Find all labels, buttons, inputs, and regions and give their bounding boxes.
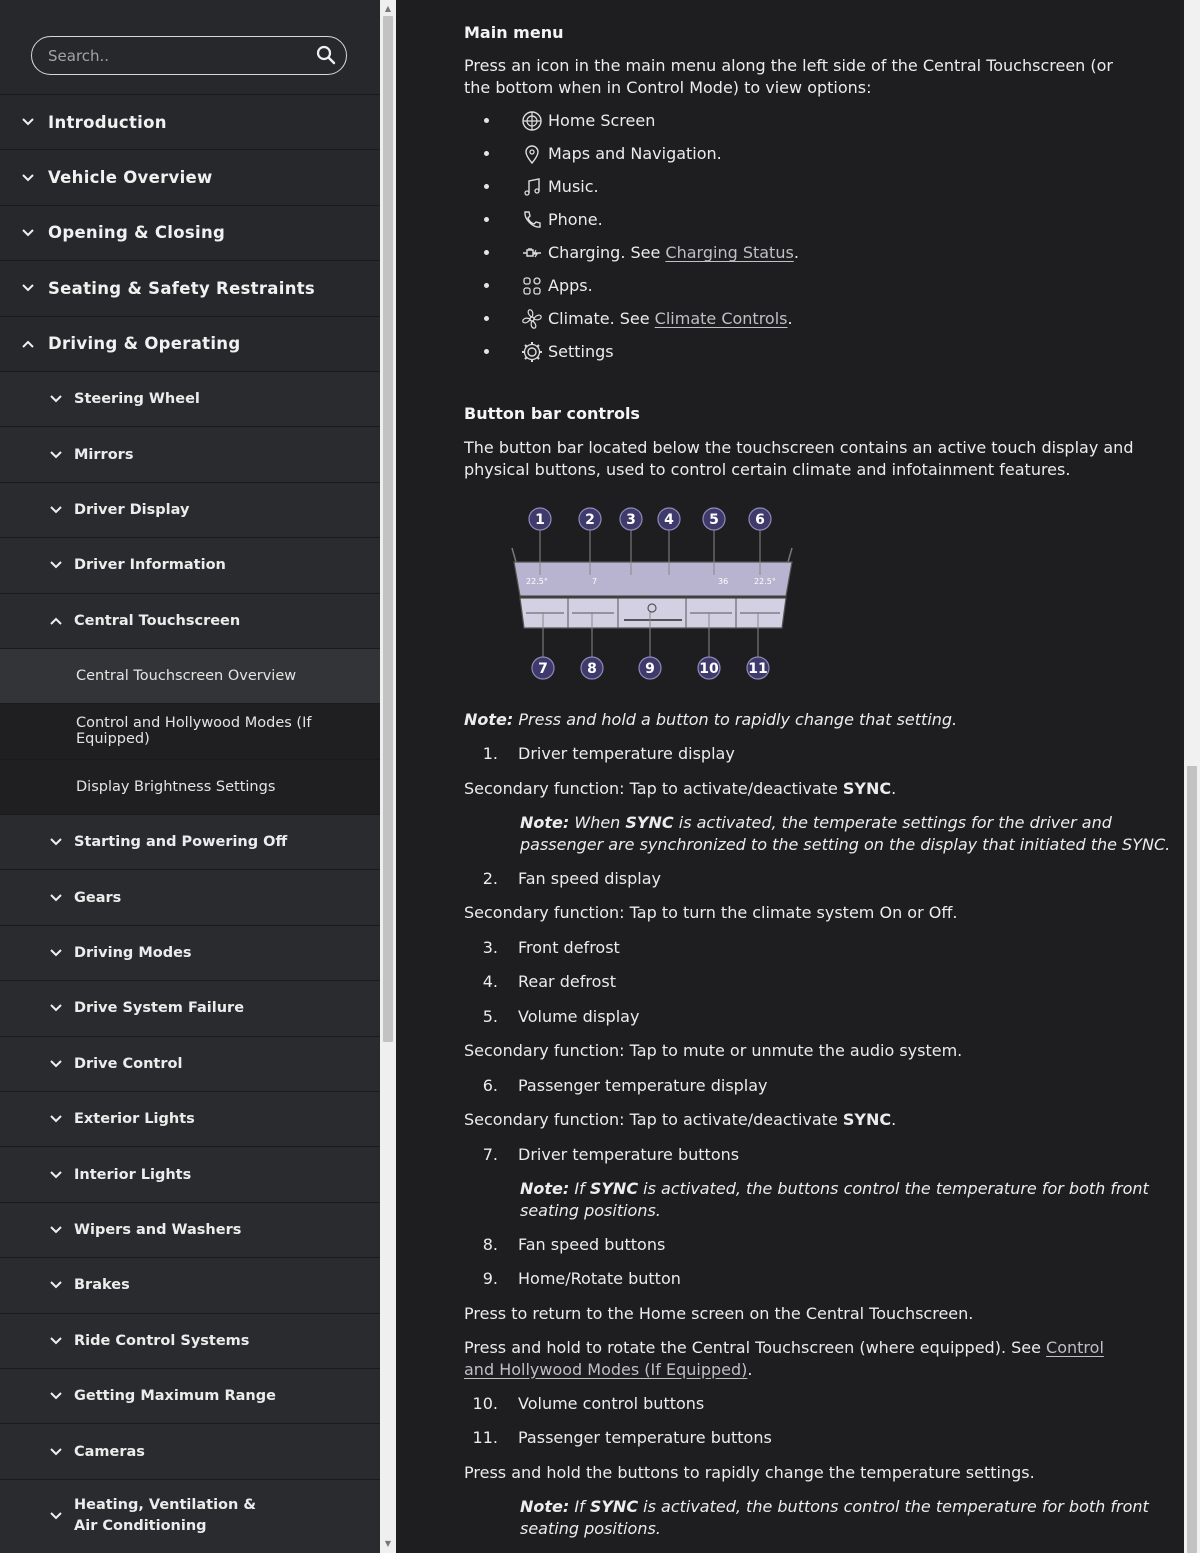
bullet-dot	[484, 151, 489, 156]
sidebar-item-driving-operating[interactable]	[0, 317, 380, 372]
scroll-up-arrow-icon[interactable]: ▲	[384, 4, 392, 13]
chevron-down-icon[interactable]	[50, 894, 62, 902]
sidebar-item-brakes[interactable]	[0, 1258, 380, 1313]
list-item-11-note: Note: If SYNC is activated, the buttons control the temperature for both front seating positions.	[520, 1497, 1149, 1538]
button-bar-heading: Button bar controls	[464, 404, 640, 423]
sidebar-item-interior-lights[interactable]	[0, 1147, 380, 1202]
sidebar-item-starting-and-powering-off[interactable]	[0, 815, 380, 870]
sidebar-item-label: Interior Lights	[74, 1166, 192, 1183]
sidebar-scrollbar-thumb[interactable]	[383, 16, 393, 1042]
chevron-down-icon[interactable]	[50, 1171, 62, 1179]
chevron-down-icon[interactable]	[50, 1512, 62, 1520]
list-item-2-secondary: Secondary function: Tap to turn the climate system On or Off.	[464, 903, 958, 922]
sidebar-item-label: Driver Information	[74, 557, 226, 574]
search-icon[interactable]	[316, 45, 336, 65]
chevron-down-icon[interactable]	[50, 1337, 62, 1345]
callout-number: 2	[585, 512, 595, 528]
chevron-down-icon[interactable]	[50, 1226, 62, 1234]
sidebar-item-label: Driving & Operating	[48, 334, 241, 354]
sidebar-item-drive-system-failure[interactable]	[0, 981, 380, 1036]
diagram-display-strip	[514, 562, 792, 596]
bullet-dot	[484, 250, 489, 255]
callout-number: 9	[645, 661, 655, 677]
chevron-down-icon[interactable]	[50, 1281, 62, 1289]
chevron-up-icon[interactable]	[22, 340, 34, 348]
bullet-dot	[484, 217, 489, 222]
chevron-down-icon[interactable]	[50, 506, 62, 514]
sidebar-item-label: Central Touchscreen Overview	[76, 668, 297, 685]
diagram-label-passenger-temp: 22.5°	[754, 577, 776, 586]
sidebar-item-driver-display[interactable]	[0, 483, 380, 538]
main-scrollbar-thumb[interactable]	[1187, 766, 1197, 1553]
sidebar-item-label: Cameras	[74, 1443, 145, 1460]
sidebar-item-label: Mirrors	[74, 446, 134, 463]
diagram-bezel-right	[788, 548, 792, 562]
bullet-dot	[484, 118, 489, 123]
sidebar-item-steering-wheel[interactable]	[0, 372, 380, 427]
scroll-down-arrow-icon[interactable]: ▼	[384, 1539, 392, 1548]
list-item-1-note: Note: When SYNC is activated, the temperate settings for the driver and passenger are synchronized to the setting on the display that initiated the SYNC.	[520, 813, 1171, 854]
chevron-down-icon[interactable]	[22, 118, 34, 126]
bullet-dot	[484, 349, 489, 354]
sidebar-item-label: Seating & Safety Restraints	[48, 278, 316, 298]
control-hollywood-modes-link[interactable]: Control and Hollywood Modes (If Equipped)	[464, 1338, 1104, 1379]
map-pin-icon	[520, 142, 544, 166]
bullet-dot	[484, 283, 489, 288]
apps-grid-icon	[520, 274, 544, 298]
list-item-6-secondary: Secondary function: Tap to activate/deactivate SYNC.	[464, 1110, 897, 1129]
search-box[interactable]	[31, 36, 347, 75]
sidebar-item-drive-control[interactable]	[0, 1037, 380, 1092]
sidebar-item-label: Heating, Ventilation & Air Conditioning	[74, 1497, 257, 1535]
sidebar-item-central-touchscreen[interactable]	[0, 594, 380, 649]
sidebar-item-heating-ventilation-air-conditioning[interactable]	[0, 1480, 380, 1553]
charging-status-link[interactable]: Charging Status	[665, 243, 794, 262]
sidebar-item-introduction[interactable]	[0, 95, 380, 150]
sidebar	[0, 0, 380, 1553]
search-area	[0, 0, 380, 95]
diagram-label-driver-temp: 22.5°	[526, 577, 548, 586]
callout-number: 6	[755, 512, 765, 528]
chevron-down-icon[interactable]	[22, 174, 34, 182]
sidebar-item-gears[interactable]	[0, 870, 380, 925]
sidebar-item-label: Drive System Failure	[74, 1000, 245, 1017]
main-menu-intro: Press an icon in the main menu along the left side of the Central Touchscreen (or the bottom when in Control Mode) to view options:	[464, 56, 1113, 97]
charging-plug-icon	[520, 241, 544, 265]
sidebar-item-vehicle-overview[interactable]	[0, 150, 380, 205]
sidebar-item-label: Drive Control	[74, 1055, 183, 1072]
sidebar-item-label: Steering Wheel	[74, 391, 200, 408]
sidebar-item-label: Ride Control Systems	[74, 1332, 250, 1349]
bullet-dot	[484, 184, 489, 189]
sidebar-item-label: Exterior Lights	[74, 1111, 195, 1128]
climate-controls-link[interactable]: Climate Controls	[654, 309, 788, 328]
sidebar-item-driver-information[interactable]	[0, 538, 380, 593]
sidebar-item-label: Driving Modes	[74, 945, 192, 962]
chevron-down-icon[interactable]	[22, 229, 34, 237]
chevron-down-icon[interactable]	[50, 1392, 62, 1400]
sidebar-item-label: Introduction	[48, 112, 167, 132]
sidebar-item-ride-control-systems[interactable]	[0, 1314, 380, 1369]
sidebar-item-label: Central Touchscreen	[74, 612, 241, 629]
button-bar-diagram	[508, 500, 798, 690]
diagram-label-fan: 7	[592, 577, 598, 586]
globe-icon	[520, 109, 544, 133]
chevron-down-icon[interactable]	[22, 284, 34, 292]
diagram-bezel-left	[512, 548, 516, 562]
sidebar-item-driving-modes[interactable]	[0, 926, 380, 981]
note-main: Note: Press and hold a button to rapidly change that setting.	[464, 710, 958, 729]
chevron-down-icon[interactable]	[50, 1448, 62, 1456]
chevron-down-icon[interactable]	[50, 451, 62, 459]
callout-number: 8	[587, 661, 597, 677]
list-item-11-secondary: Press and hold the buttons to rapidly change the temperature settings.	[464, 1463, 1035, 1482]
chevron-up-icon[interactable]	[50, 617, 62, 625]
callout-number: 10	[699, 661, 719, 677]
list-item-5-secondary: Secondary function: Tap to mute or unmute the audio system.	[464, 1041, 963, 1060]
sidebar-item-label: Gears	[74, 889, 122, 906]
callout-number: 3	[626, 512, 636, 528]
sidebar-scrollbar[interactable]	[380, 0, 396, 1553]
callout-number: 5	[709, 512, 719, 528]
sidebar-item-control-and-hollywood-modes-if-equipped[interactable]	[0, 704, 380, 759]
list-item-9-secondary-2: Press and hold to rotate the Central Touchscreen (where equipped). See Control and Hollywood Modes (If Equipped).	[464, 1338, 1104, 1379]
main-scrollbar[interactable]	[1184, 0, 1200, 1553]
sidebar-item-label: Display Brightness Settings	[76, 778, 276, 795]
list-item-7-note: Note: If SYNC is activated, the buttons control the temperature for both front seating positions.	[520, 1179, 1149, 1220]
main-menu-heading: Main menu	[464, 23, 564, 42]
sidebar-item-label: Starting and Powering Off	[74, 834, 288, 851]
button-bar-intro: The button bar located below the touchscreen contains an active touch display and physical buttons, used to control certain climate and infotainment features.	[464, 438, 1134, 479]
chevron-down-icon[interactable]	[50, 838, 62, 846]
sidebar-item-label: Getting Maximum Range	[74, 1388, 276, 1405]
sidebar-item-seating-safety-restraints[interactable]	[0, 261, 380, 316]
sidebar-item-label: Wipers and Washers	[74, 1222, 242, 1238]
sidebar-item-central-touchscreen-overview[interactable]	[0, 649, 380, 704]
list-item-9-secondary: Press to return to the Home screen on the Central Touchscreen.	[464, 1304, 974, 1323]
sidebar-item-getting-maximum-range[interactable]	[0, 1369, 380, 1424]
sidebar-item-label: Control and Hollywood Modes (If Equipped)	[76, 715, 312, 748]
sidebar-item-mirrors[interactable]	[0, 427, 380, 482]
callout-number: 7	[538, 661, 548, 677]
diagram-label-volume: 36	[718, 577, 729, 586]
main-content: Main menu Press an icon in the main menu along the left side of the Central Touchscreen (or the bottom when in Control Mode) to view options: Home Screen Maps and Navigation. Music. Phone. Charging. See Charging Status. Apps. Climate. See Climate Controls. Settings Button bar controls The button bar located below the touchscreen contains an active touch display and physical buttons, used to control certain climate and infotainment features. 22.5° 7 36 22.5° 1 2 3 4 5 6 7 8 9 10 11 Note: Press and hold a button to rapidly change that setting. 1. Driver temperature display Secondary function: Tap to activate/deactivate SYNC. Note: When SYNC is activated, the temperate settings for the driver and passenger are synchronized to the setting on the display that initiated the SYNC. 2. Fan speed display Secondary function: Tap to turn the climate system On or Off. 3. Front defrost 4. Rear defrost 5. Volume display Secondary function: Tap to mute or unmute the audio system. 6. Passenger temperature display Secondary function: Tap to activate/deactivate SYNC. 7. Driver temperature buttons Note: If SYNC is activated, the buttons control the temperature for both front seating positions. 8. Fan speed buttons 9. Home/Rotate button Press to return to the Home screen on the Central Touchscreen. Press and hold to rotate the Central Touchscreen (where equipped). See Control and Hollywood Modes (If Equipped). 10. Volume control buttons 11. Passenger temperature buttons Press and hold the buttons to rapidly change the temperature settings. Note: If SYNC is activated, the buttons control the temperature for both front seating positions.	[396, 0, 1184, 1553]
chevron-down-icon[interactable]	[50, 1060, 62, 1068]
chevron-down-icon[interactable]	[50, 1004, 62, 1012]
sidebar-item-wipers-and-washers[interactable]	[0, 1203, 380, 1258]
list-item-1-secondary: Secondary function: Tap to activate/deactivate SYNC.	[464, 779, 897, 798]
chevron-down-icon[interactable]	[50, 395, 62, 403]
sidebar-item-label: Driver Display	[74, 501, 190, 518]
search-input[interactable]	[46, 37, 310, 75]
music-note-icon	[520, 175, 544, 199]
sidebar-item-opening-closing[interactable]	[0, 206, 380, 261]
sidebar-item-display-brightness-settings[interactable]	[0, 760, 380, 815]
gear-icon	[520, 340, 544, 364]
chevron-down-icon[interactable]	[50, 949, 62, 957]
fan-icon	[520, 307, 544, 331]
sidebar-item-cameras[interactable]	[0, 1424, 380, 1479]
chevron-down-icon[interactable]	[50, 561, 62, 569]
callout-number: 4	[664, 512, 674, 528]
bullet-dot	[484, 316, 489, 321]
phone-icon	[520, 208, 544, 232]
chevron-down-icon[interactable]	[50, 1115, 62, 1123]
sidebar-item-label: Brakes	[74, 1277, 130, 1294]
sidebar-nav	[0, 95, 380, 1553]
sidebar-item-label: Opening & Closing	[48, 223, 226, 243]
callout-number: 1	[535, 512, 545, 528]
sidebar-item-label: Vehicle Overview	[48, 168, 213, 188]
callout-number: 11	[748, 661, 768, 677]
sidebar-item-exterior-lights[interactable]	[0, 1092, 380, 1147]
